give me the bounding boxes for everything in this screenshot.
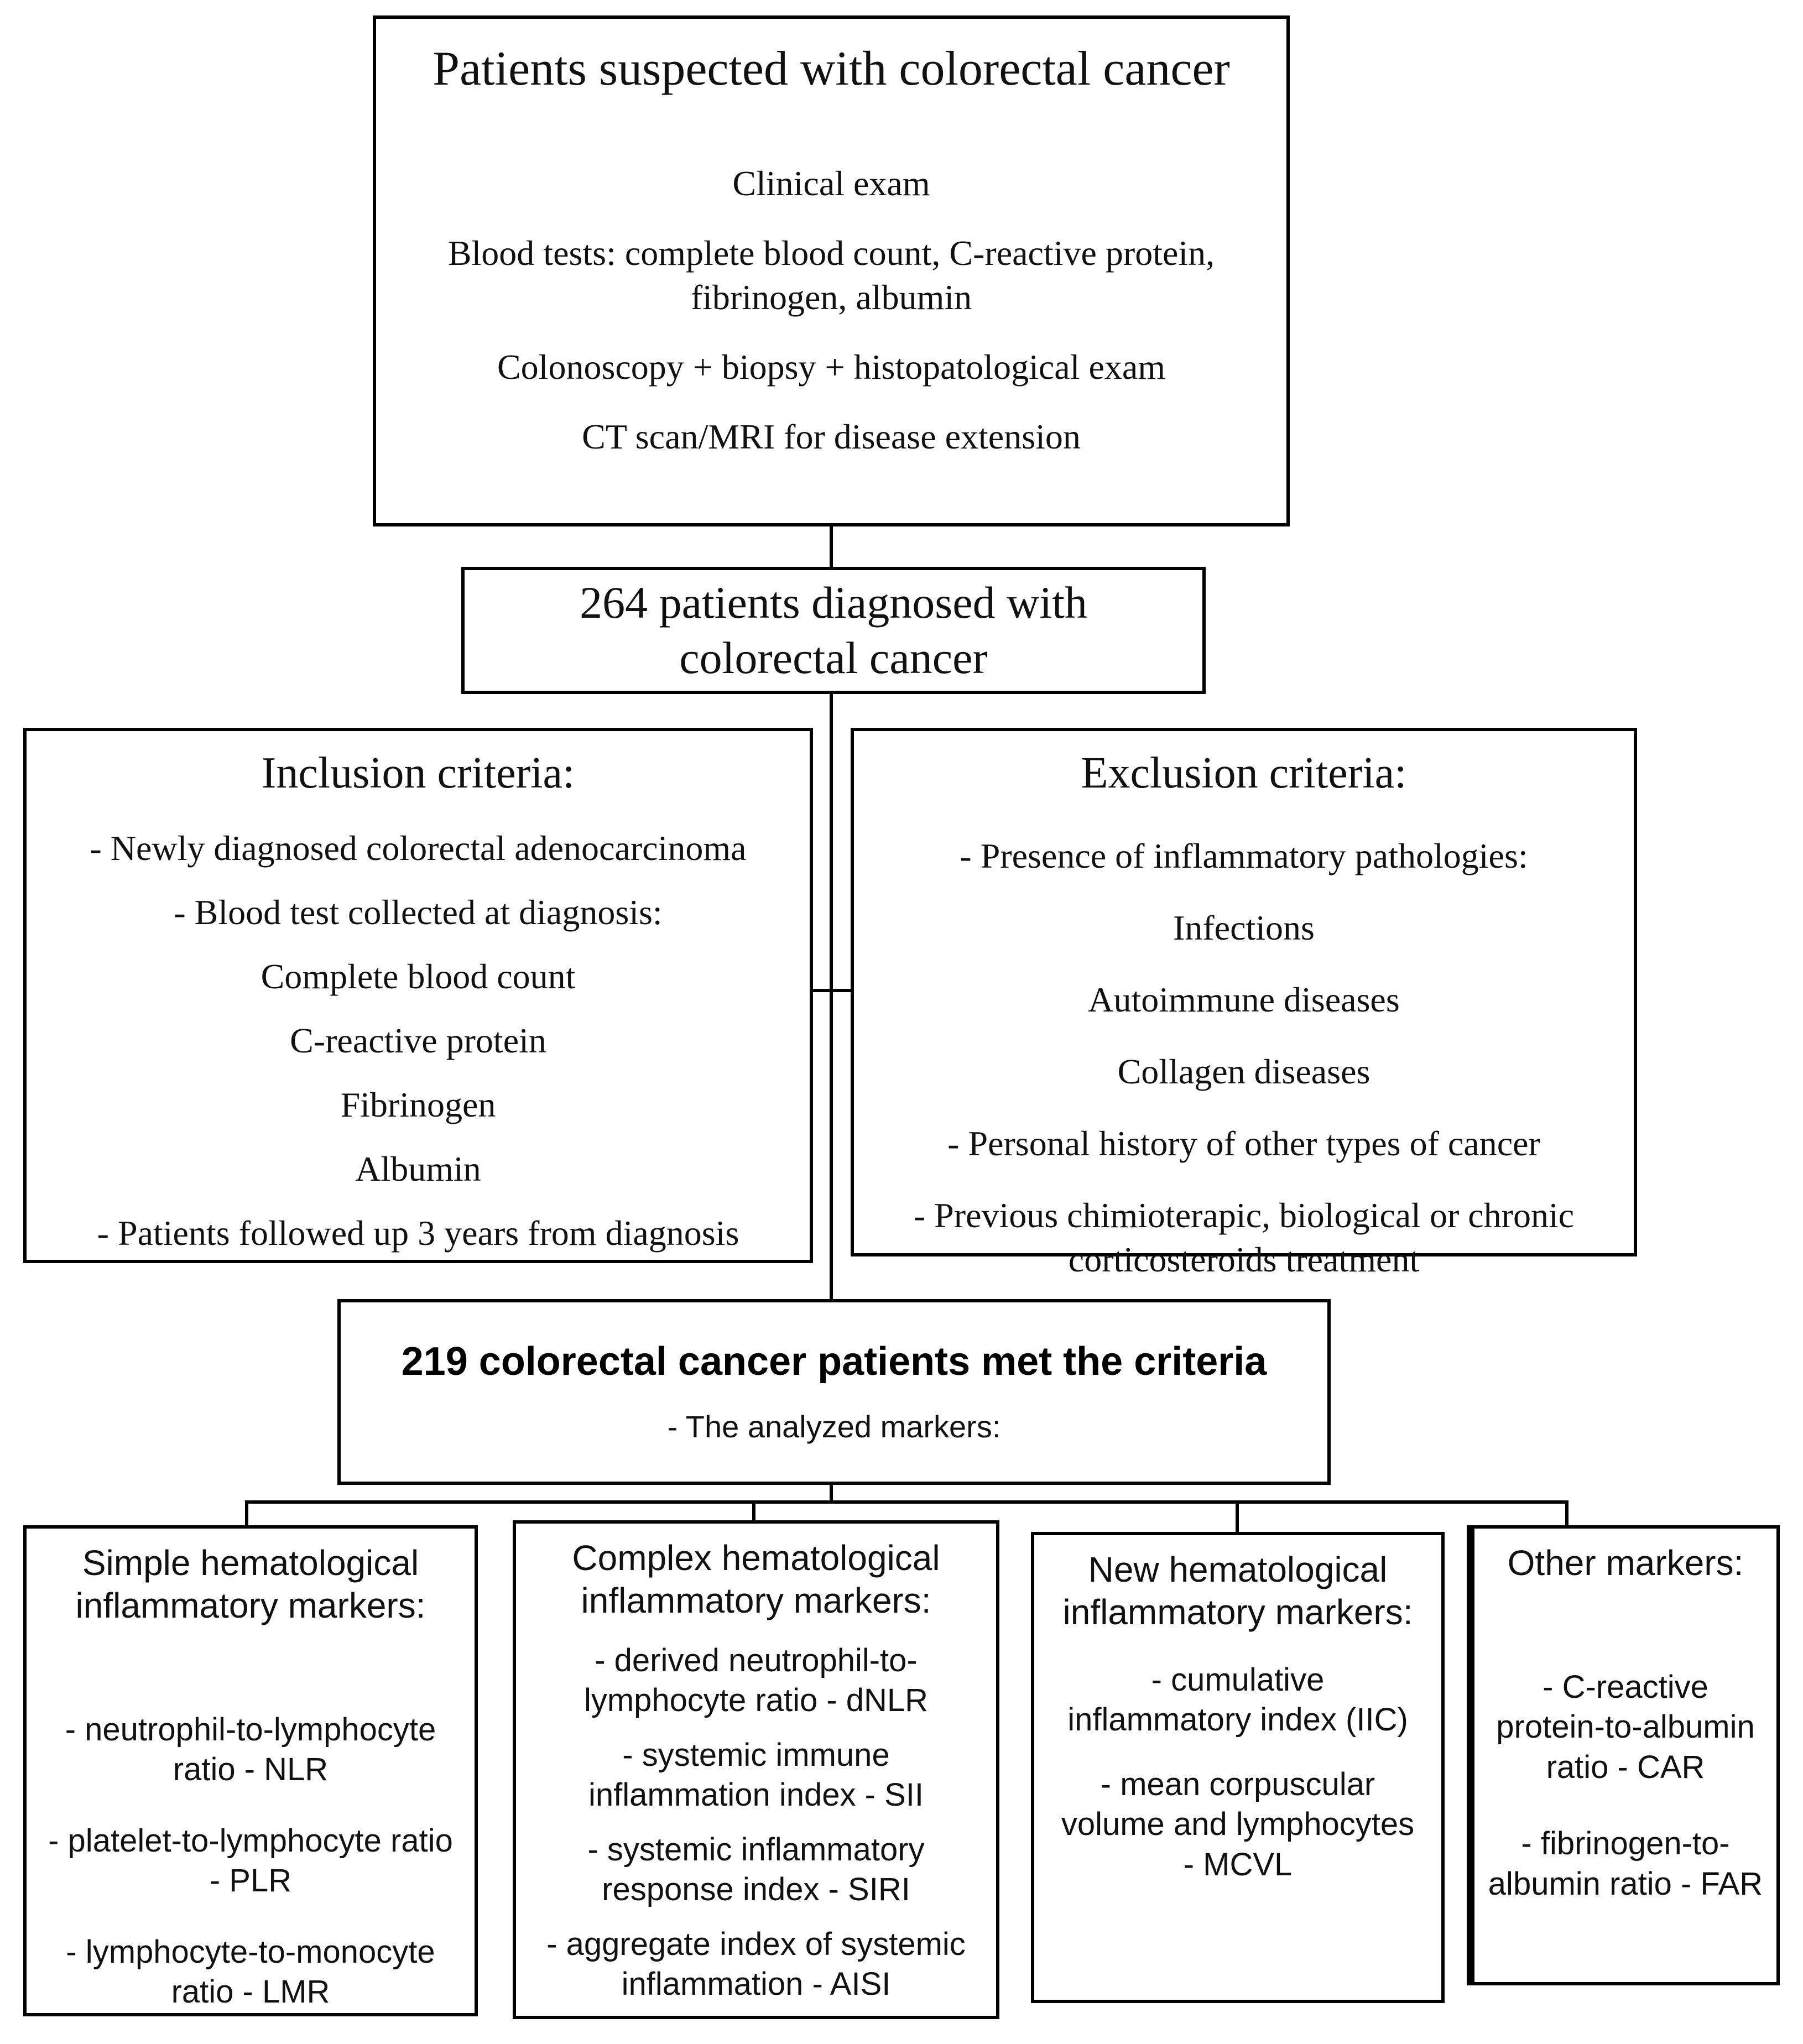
marker-item: - derived neutrophil-to-lymphocyte ratio - dNLR [583, 1642, 929, 1719]
marker-item: - mean corpuscular volume and lymphocytes - MCVL [1061, 1766, 1415, 1883]
connector-line [830, 692, 833, 1301]
inclusion-criterion: Fibrinogen [340, 1085, 496, 1124]
marker-item: - cumulative inflammatory index (IIC) [1067, 1661, 1408, 1738]
diagnostic-step: Colonoscopy + biopsy + histopatological exam [497, 347, 1166, 387]
diagnostic-step: Blood tests: complete blood count, C-reactive protein, fibrinogen, albumin [447, 233, 1215, 317]
complex-markers-box [513, 1520, 999, 2019]
met-criteria-box [337, 1299, 1331, 1485]
marker-item: - neutrophil-to-lymphocyte ratio - NLR [65, 1711, 436, 1788]
diagnostic-step: Clinical exam [732, 164, 930, 203]
diagnostic-steps-list [404, 161, 1259, 459]
exclusion-criterion: - Presence of inflammatory pathologies: [960, 836, 1528, 875]
diagnosed-patients-box [461, 567, 1206, 694]
diagnosed-patients-text: 264 patients diagnosed with colorectal cancer [580, 577, 1087, 683]
new-markers-box [1031, 1532, 1445, 2003]
exclusion-criteria-list [871, 834, 1617, 1282]
inclusion-criterion: - Blood test collected at diagnosis: [174, 893, 663, 932]
connector-line [830, 524, 833, 569]
exclusion-criterion: Autoimmune diseases [1088, 980, 1400, 1019]
marker-item: - platelet-to-lymphocyte ratio - PLR [48, 1822, 453, 1899]
inclusion-criterion: Complete blood count [260, 957, 576, 996]
inclusion-criterion: - Patients followed up 3 years from diagnosis [97, 1213, 739, 1253]
complex-markers-title: Complex hematological inflammatory markers: [572, 1538, 940, 1620]
marker-item: - systemic inflammatory response index - SIRI [587, 1831, 925, 1908]
new-markers-list [1056, 1660, 1419, 1885]
other-markers-title: Other markers: [1507, 1543, 1744, 1583]
other-markers-box [1467, 1525, 1780, 1985]
other-markers-list [1488, 1667, 1763, 1905]
connector-line [245, 1500, 248, 1527]
inclusion-criteria-box [23, 728, 813, 1263]
simple-markers-list [40, 1710, 461, 2012]
marker-item: - aggregate index of systemic inflammation - AISI [546, 1926, 966, 2003]
connector-line [1236, 1500, 1239, 1534]
new-markers-title: New hematological inflammatory markers: [1062, 1550, 1413, 1632]
marker-item: - fibrinogen-to-albumin ratio - FAR [1488, 1826, 1763, 1902]
inclusion-criterion: - Newly diagnosed colorectal adenocarcinoma [90, 828, 747, 868]
simple-markers-title: Simple hematological inflammatory markers: [75, 1543, 426, 1625]
inclusion-criteria-title: Inclusion criteria: [261, 749, 575, 797]
connector-line [811, 989, 853, 992]
marker-item: - lymphocyte-to-monocyte ratio - LMR [66, 1933, 435, 2010]
suspected-patients-box [373, 15, 1290, 526]
exclusion-criterion: - Personal history of other types of cancer [947, 1124, 1540, 1163]
inclusion-criterion: Albumin [355, 1149, 481, 1188]
met-criteria-title: 219 colorectal cancer patients met the criteria [401, 1339, 1267, 1384]
marker-item: - systemic immune inflammation index - SII [588, 1737, 924, 1813]
simple-markers-box [23, 1525, 478, 2016]
connector-line [752, 1500, 755, 1522]
connector-line [1565, 1500, 1568, 1527]
analyzed-markers-label: - The analyzed markers: [667, 1409, 1001, 1444]
exclusion-criteria-box [851, 728, 1637, 1279]
exclusion-criterion: - Previous chimioterapic, biological or chronic corticosteroids treatment [913, 1196, 1575, 1279]
exclusion-criteria-title: Exclusion criteria: [1081, 749, 1407, 797]
diagnostic-step: CT scan/MRI for disease extension [582, 417, 1081, 456]
marker-item: - C-reactive protein-to-albumin ratio - CAR [1496, 1668, 1755, 1785]
exclusion-criterion: Infections [1173, 908, 1315, 947]
suspected-patients-title: Patients suspected with colorectal cancer [432, 42, 1230, 96]
exclusion-criterion: Collagen diseases [1117, 1052, 1371, 1091]
inclusion-criteria-list [43, 826, 793, 1255]
inclusion-criterion: C-reactive protein [290, 1021, 546, 1060]
connector-branch-line [245, 1500, 1568, 1504]
complex-markers-list [529, 1641, 983, 2005]
